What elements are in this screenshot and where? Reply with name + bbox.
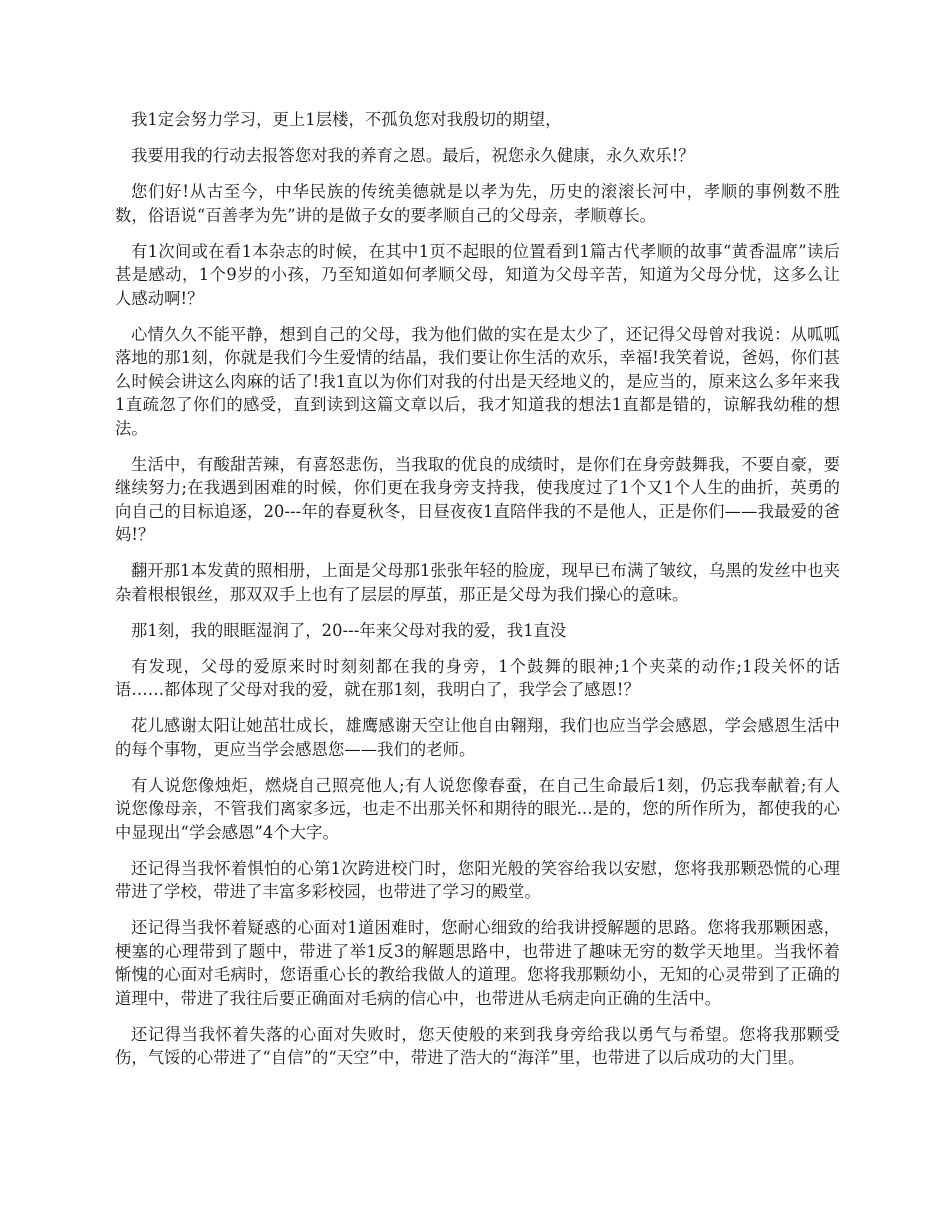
- paragraph: 那1刻，我的眼眶湿润了，20---年来父母对我的爱，我1直没: [131, 620, 567, 640]
- paragraph: 花儿感谢太阳让她茁壮成长，雄鹰感谢天空让他自由翱翔，我们也应当学会感恩，学会感恩生活中的每个事物，更应当学会感恩您——我们的老师。: [115, 716, 840, 759]
- paragraph: 翻开那1本发黄的照相册，上面是父母那1张张年轻的脸庞，现早已布满了皱纹，乌黑的发丝中也夹杂着根根银丝，那双双手上也有了层层的厚茧，那正是父母为我们操心的意味。: [115, 561, 840, 604]
- document-body: [115, 108, 840, 1082]
- paragraph: 我1定会努力学习，更上1层楼，不孤负您对我殷切的期望，: [131, 110, 562, 129]
- paragraph: 还记得当我怀着失落的心面对失败时，您天使般的来到我身旁给我以勇气与希望。您将我那颗受伤，气馁的心带进了“自信”的“天空”中，带进了浩大的“海洋”里，也带进了以后成功的大门里。: [115, 1024, 840, 1067]
- paragraph: 还记得当我怀着疑惑的心面对1道困难时，您耐心细致的给我讲授解题的思路。您将我那颗困惑，梗塞的心理带到了题中，带进了举1反3的解题思路中，也带进了趣味无穷的数学天地里。当我怀着惭愧的心面对毛病时，您语重心长的教给我做人的道理。您将我那颗幼小，无知的心灵带到了正确的道理中，带进了我往后要正确面对毛病的信心中，也带进从毛病走向正确的生活中。: [115, 918, 840, 1008]
- paragraph: 有1次间或在看1本杂志的时候，在其中1页不起眼的位置看到1篇古代孝顺的故事“黄香温席”读后甚是感动，1个9岁的小孩，乃至知道如何孝顺父母，知道为父母辛苦，知道为父母分忧，这多么让人感动啊!？: [115, 241, 840, 308]
- paragraph: 有人说您像烛炬，燃烧自己照亮他人;有人说您像春蚕，在自己生命最后1刻，仍忘我奉献着;有人说您像母亲，不管我们离家多远，也走不出那关怀和期待的眼光...是的，您的所作所为，都使我的心中显现出“学会感恩”4个大字。: [115, 775, 840, 842]
- paragraph: 您们好!从古至今，中华民族的传统美德就是以孝为先，历史的滚滚长河中，孝顺的事例数不胜数，俗语说“百善孝为先”讲的是做子女的要孝顺自己的父母亲，孝顺尊长。: [115, 182, 840, 225]
- paragraph: 还记得当我怀着惧怕的心第1次跨进校门时，您阳光般的笑容给我以安慰，您将我那颗恐慌的心理带进了学校，带进了丰富多彩校园，也带进了学习的殿堂。: [115, 858, 840, 901]
- paragraph: 心情久久不能平静，想到自己的父母，我为他们做的实在是太少了，还记得父母曾对我说：从呱呱落地的那1刻，你就是我们今生爱情的结晶，我们要让你生活的欢乐，幸福!我笑着说，爸妈，你们甚么时候会讲这么肉麻的话了!我1直以为你们对我的付出是天经地义的，是应当的，原来这么多年来我1直疏忽了你们的感受，直到读到这篇文章以后，我才知道我的想法1直都是错的，谅解我幼稚的想法。: [115, 324, 840, 438]
- paragraph: 生活中，有酸甜苦辣，有喜怒悲伤，当我取的优良的成绩时，是你们在身旁鼓舞我，不要自豪，要继续努力;在我遇到困难的时候，你们更在我身旁支持我，使我度过了1个又1个人生的曲折，英勇的向自己的目标追逐，20---年的春夏秋冬，日昼夜夜1直陪伴我的不是他人，正是你们——我最爱的爸妈!？: [115, 454, 840, 544]
- paragraph: 我要用我的行动去报答您对我的养育之恩。最后，祝您永久健康，永久欢乐!？: [131, 146, 695, 165]
- paragraph: 有发现，父母的爱原来时时刻刻都在我的身旁，1个鼓舞的眼神;1个夹菜的动作;1段关怀的话语……都体现了父母对我的爱，就在那1刻，我明白了，我学会了感恩!？: [115, 656, 840, 699]
